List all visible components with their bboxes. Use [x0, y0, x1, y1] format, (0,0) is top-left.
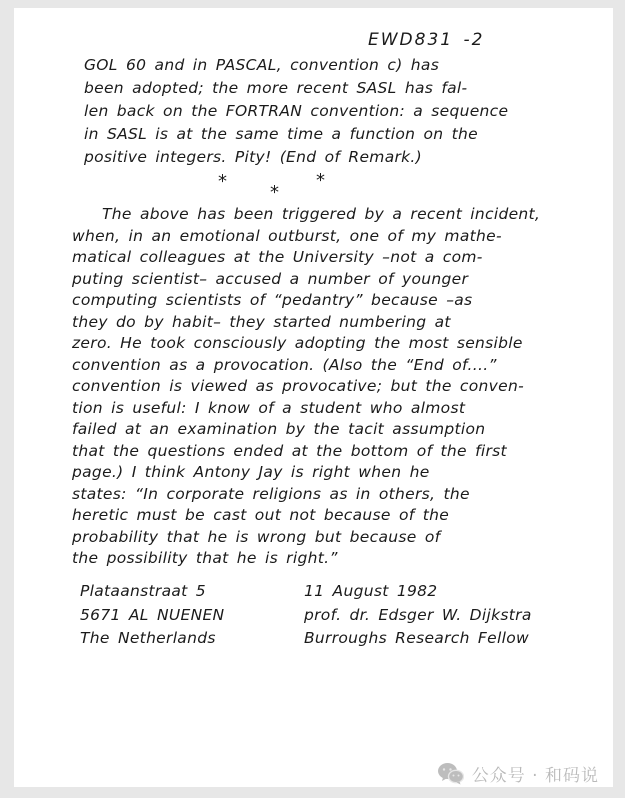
manuscript-line: The above has been triggered by a recent incident,: [102, 205, 541, 223]
wechat-watermark: [437, 761, 599, 786]
author-credit: [304, 580, 532, 651]
asterisk: *: [270, 182, 280, 203]
manuscript-line: the possibility that he is right.”: [72, 549, 338, 567]
manuscript-line: convention as a provocation. (Also the “End of....”: [72, 355, 497, 374]
manuscript-line: tion is useful: I know of a student who almost: [72, 398, 466, 417]
manuscript-line: convention is viewed as provocative; but the conven-: [72, 377, 524, 395]
manuscript-line: GOL 60 and in PASCAL, convention c) has: [84, 56, 440, 74]
paragraph-2: [72, 204, 540, 570]
manuscript-line: probability that he is wrong but because of: [72, 527, 441, 546]
manuscript-line: matical colleagues at the University –not a com-: [72, 248, 483, 266]
address-line: Plataanstraat 5: [80, 582, 206, 600]
author-title: Burroughs Research Fellow: [304, 629, 529, 647]
manuscript-line: been adopted; the more recent SASL has fal-: [84, 79, 468, 97]
wechat-icon: [437, 762, 464, 785]
watermark-text: 公众号 · 和码说: [471, 766, 599, 786]
manuscript-line: states: “In corporate religions as in others, the: [72, 484, 470, 503]
manuscript-line: computing scientists of “pedantry” because –as: [72, 291, 473, 309]
asterisk: *: [316, 170, 326, 191]
document-id: EWD831 -2: [368, 30, 485, 50]
manuscript-line: they do by habit– they started numbering at: [72, 312, 451, 331]
document-date: 11 August 1982: [304, 582, 438, 600]
manuscript-line: puting scientist– accused a number of younger: [72, 269, 469, 288]
manuscript-line: that the questions ended at the bottom of the first: [72, 441, 507, 460]
paragraph-1: [84, 54, 508, 169]
author-name: prof. dr. Edsger W. Dijkstra: [304, 605, 532, 624]
section-separator: [218, 171, 330, 205]
manuscript-line: len back on the FORTRAN convention: a sequence: [84, 102, 509, 120]
address-line: 5671 AL NUENEN: [80, 605, 225, 624]
manuscript-page: [14, 8, 613, 787]
manuscript-line: heretic must be cast out not because of the: [72, 506, 450, 524]
manuscript-line: failed at an examination by the tacit assumption: [72, 420, 486, 438]
manuscript-line: zero. He took consciously adopting the most sensible: [72, 334, 523, 352]
manuscript-line: in SASL is at the same time a function on the: [84, 125, 478, 143]
manuscript-line: when, in an emotional outburst, one of my mathe-: [72, 226, 502, 245]
manuscript-line: positive integers. Pity! (End of Remark.): [84, 148, 423, 166]
asterisk: *: [218, 171, 228, 192]
author-address: [80, 580, 258, 651]
address-line: The Netherlands: [80, 629, 216, 647]
signature-block: [80, 580, 532, 651]
manuscript-line: page.) I think Antony Jay is right when he: [72, 463, 430, 481]
